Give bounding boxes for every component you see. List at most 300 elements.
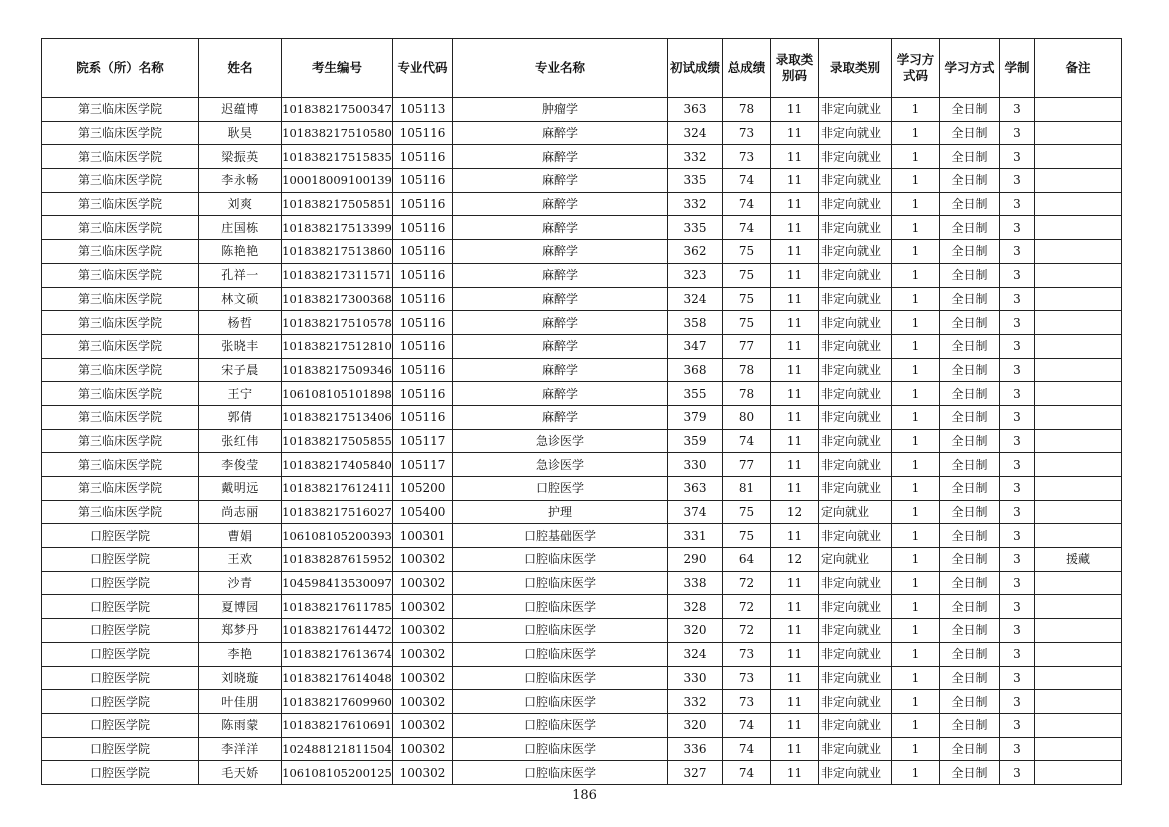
cell-name: 陈艳艳 [199,240,282,264]
cell-duration: 3 [1000,500,1035,524]
cell-duration: 3 [1000,98,1035,122]
cell-study-mode-code: 1 [892,382,940,406]
cell-remarks [1035,595,1122,619]
cell-name: 迟蕴博 [199,98,282,122]
cell-admission-category-code: 11 [771,334,819,358]
cell-study-mode-code: 1 [892,595,940,619]
cell-study-mode-code: 1 [892,571,940,595]
cell-admission-category-code: 11 [771,98,819,122]
cell-total-score: 75 [723,524,771,548]
cell-study-mode: 全日制 [940,311,1000,335]
cell-study-mode-code: 1 [892,690,940,714]
cell-admission-category-code: 11 [771,240,819,264]
cell-major-code: 100302 [393,595,453,619]
cell-remarks [1035,761,1122,785]
cell-total-score: 74 [723,737,771,761]
cell-major-code: 100302 [393,619,453,643]
cell-admission-category-code: 11 [771,169,819,193]
cell-total-score: 74 [723,192,771,216]
cell-admission-category: 非定向就业 [819,642,892,666]
cell-department: 第三临床医学院 [42,98,199,122]
cell-name: 耿昊 [199,121,282,145]
cell-candidate-number: 101838217512810 [282,334,393,358]
cell-total-score: 64 [723,548,771,572]
cell-major-name: 麻醉学 [453,192,668,216]
cell-total-score: 72 [723,619,771,643]
cell-admission-category: 非定向就业 [819,524,892,548]
cell-initial-score: 335 [668,169,723,193]
cell-name: 王欢 [199,548,282,572]
cell-study-mode-code: 1 [892,713,940,737]
cell-major-name: 口腔临床医学 [453,761,668,785]
cell-name: 刘晓璇 [199,666,282,690]
cell-study-mode-code: 1 [892,477,940,501]
cell-remarks [1035,619,1122,643]
cell-total-score: 73 [723,145,771,169]
table-row [42,240,1122,264]
table-row [42,713,1122,737]
table-row [42,405,1122,429]
cell-duration: 3 [1000,358,1035,382]
cell-department: 口腔医学院 [42,666,199,690]
cell-initial-score: 330 [668,666,723,690]
cell-name: 李艳 [199,642,282,666]
cell-department: 第三临床医学院 [42,216,199,240]
header-major-code: 专业代码 [393,39,453,98]
cell-candidate-number: 101838217510580 [282,121,393,145]
cell-remarks [1035,287,1122,311]
cell-admission-category: 非定向就业 [819,477,892,501]
cell-total-score: 77 [723,334,771,358]
cell-study-mode: 全日制 [940,500,1000,524]
cell-major-code: 100302 [393,761,453,785]
cell-name: 林文硕 [199,287,282,311]
cell-admission-category: 非定向就业 [819,358,892,382]
cell-major-code: 105116 [393,311,453,335]
cell-total-score: 74 [723,713,771,737]
cell-remarks [1035,263,1122,287]
cell-major-name: 麻醉学 [453,216,668,240]
cell-study-mode: 全日制 [940,287,1000,311]
cell-admission-category-code: 11 [771,405,819,429]
table-row [42,548,1122,572]
cell-study-mode: 全日制 [940,405,1000,429]
cell-duration: 3 [1000,713,1035,737]
cell-remarks [1035,500,1122,524]
cell-admission-category-code: 11 [771,761,819,785]
cell-major-name: 麻醉学 [453,382,668,406]
cell-admission-category-code: 11 [771,690,819,714]
cell-candidate-number: 101838287615952 [282,548,393,572]
cell-candidate-number: 101838217311571 [282,263,393,287]
header-total-score: 总成绩 [723,39,771,98]
cell-admission-category: 非定向就业 [819,311,892,335]
cell-admission-category-code: 11 [771,358,819,382]
cell-total-score: 75 [723,287,771,311]
cell-major-name: 麻醉学 [453,311,668,335]
table-row [42,524,1122,548]
cell-total-score: 77 [723,453,771,477]
cell-candidate-number: 101838217611785 [282,595,393,619]
cell-candidate-number: 106108105101898 [282,382,393,406]
cell-remarks [1035,334,1122,358]
cell-admission-category: 非定向就业 [819,713,892,737]
cell-initial-score: 379 [668,405,723,429]
cell-duration: 3 [1000,642,1035,666]
cell-department: 第三临床医学院 [42,429,199,453]
table-row [42,169,1122,193]
header-study-mode: 学习方式 [940,39,1000,98]
cell-admission-category-code: 11 [771,263,819,287]
cell-study-mode-code: 1 [892,145,940,169]
cell-admission-category-code: 11 [771,429,819,453]
cell-remarks [1035,192,1122,216]
cell-name: 李永畅 [199,169,282,193]
cell-admission-category: 非定向就业 [819,453,892,477]
cell-major-name: 口腔临床医学 [453,690,668,714]
cell-admission-category: 非定向就业 [819,761,892,785]
cell-initial-score: 374 [668,500,723,524]
cell-initial-score: 338 [668,571,723,595]
table-row [42,761,1122,785]
table-row [42,571,1122,595]
header-row [42,39,1122,98]
cell-major-code: 105116 [393,169,453,193]
cell-admission-category: 定向就业 [819,500,892,524]
cell-admission-category: 非定向就业 [819,287,892,311]
table-row [42,737,1122,761]
cell-remarks [1035,98,1122,122]
cell-department: 口腔医学院 [42,737,199,761]
cell-duration: 3 [1000,571,1035,595]
cell-admission-category: 非定向就业 [819,429,892,453]
cell-admission-category-code: 11 [771,619,819,643]
cell-initial-score: 362 [668,240,723,264]
cell-study-mode-code: 1 [892,169,940,193]
cell-study-mode-code: 1 [892,192,940,216]
cell-duration: 3 [1000,311,1035,335]
cell-admission-category: 非定向就业 [819,121,892,145]
cell-remarks [1035,429,1122,453]
cell-admission-category: 非定向就业 [819,595,892,619]
cell-candidate-number: 101838217505855 [282,429,393,453]
cell-study-mode-code: 1 [892,429,940,453]
cell-major-name: 口腔临床医学 [453,548,668,572]
cell-duration: 3 [1000,216,1035,240]
table-row [42,690,1122,714]
table-row [42,382,1122,406]
cell-duration: 3 [1000,548,1035,572]
cell-candidate-number: 101838217505851 [282,192,393,216]
cell-initial-score: 323 [668,263,723,287]
cell-initial-score: 368 [668,358,723,382]
cell-candidate-number: 101838217614472 [282,619,393,643]
cell-remarks [1035,453,1122,477]
cell-total-score: 78 [723,358,771,382]
cell-major-name: 急诊医学 [453,429,668,453]
cell-major-code: 100302 [393,690,453,714]
table-row [42,98,1122,122]
cell-admission-category-code: 11 [771,737,819,761]
cell-department: 第三临床医学院 [42,145,199,169]
cell-initial-score: 335 [668,216,723,240]
cell-major-name: 口腔临床医学 [453,571,668,595]
cell-major-code: 105116 [393,358,453,382]
cell-initial-score: 359 [668,429,723,453]
cell-candidate-number: 106108105200125 [282,761,393,785]
cell-remarks [1035,145,1122,169]
cell-name: 张晓丰 [199,334,282,358]
cell-remarks [1035,216,1122,240]
cell-duration: 3 [1000,666,1035,690]
cell-name: 夏博园 [199,595,282,619]
header-study-mode-code: 学习方式码 [892,39,940,98]
cell-study-mode-code: 1 [892,121,940,145]
cell-major-name: 口腔临床医学 [453,642,668,666]
cell-major-code: 105400 [393,500,453,524]
header-department: 院系（所）名称 [42,39,199,98]
cell-name: 梁振英 [199,145,282,169]
cell-total-score: 73 [723,666,771,690]
cell-study-mode: 全日制 [940,690,1000,714]
cell-total-score: 78 [723,98,771,122]
table-row [42,666,1122,690]
cell-admission-category-code: 11 [771,595,819,619]
cell-admission-category-code: 11 [771,713,819,737]
cell-candidate-number: 101838217513860 [282,240,393,264]
cell-name: 宋子晨 [199,358,282,382]
cell-admission-category: 非定向就业 [819,666,892,690]
cell-department: 口腔医学院 [42,642,199,666]
cell-remarks [1035,240,1122,264]
cell-admission-category-code: 11 [771,524,819,548]
cell-total-score: 74 [723,761,771,785]
header-remarks: 备注 [1035,39,1122,98]
cell-study-mode: 全日制 [940,737,1000,761]
cell-major-name: 麻醉学 [453,263,668,287]
table-row [42,121,1122,145]
cell-total-score: 72 [723,571,771,595]
cell-major-code: 105116 [393,405,453,429]
cell-total-score: 80 [723,405,771,429]
cell-name: 戴明远 [199,477,282,501]
cell-remarks [1035,169,1122,193]
cell-candidate-number: 101838217500347 [282,98,393,122]
table-row [42,192,1122,216]
cell-remarks [1035,311,1122,335]
cell-name: 庄国栋 [199,216,282,240]
cell-study-mode: 全日制 [940,548,1000,572]
cell-duration: 3 [1000,169,1035,193]
cell-admission-category: 非定向就业 [819,216,892,240]
cell-department: 口腔医学院 [42,524,199,548]
table-row [42,263,1122,287]
table-row [42,453,1122,477]
cell-major-name: 口腔临床医学 [453,595,668,619]
header-duration: 学制 [1000,39,1035,98]
cell-name: 叶佳朋 [199,690,282,714]
cell-admission-category: 非定向就业 [819,192,892,216]
cell-admission-category: 非定向就业 [819,571,892,595]
cell-major-name: 口腔医学 [453,477,668,501]
cell-admission-category: 非定向就业 [819,690,892,714]
cell-candidate-number: 101838217513399 [282,216,393,240]
cell-remarks [1035,713,1122,737]
cell-major-name: 急诊医学 [453,453,668,477]
cell-department: 第三临床医学院 [42,358,199,382]
cell-major-code: 105116 [393,263,453,287]
cell-major-code: 100302 [393,737,453,761]
cell-department: 口腔医学院 [42,571,199,595]
cell-admission-category: 非定向就业 [819,334,892,358]
cell-remarks [1035,642,1122,666]
cell-major-name: 麻醉学 [453,358,668,382]
cell-name: 杨哲 [199,311,282,335]
cell-total-score: 75 [723,311,771,335]
cell-admission-category: 非定向就业 [819,737,892,761]
page-number: 186 [572,788,597,803]
cell-admission-category: 非定向就业 [819,405,892,429]
cell-initial-score: 327 [668,761,723,785]
cell-department: 第三临床医学院 [42,240,199,264]
cell-total-score: 81 [723,477,771,501]
cell-major-name: 口腔临床医学 [453,619,668,643]
cell-duration: 3 [1000,145,1035,169]
cell-initial-score: 332 [668,145,723,169]
cell-name: 沙青 [199,571,282,595]
cell-study-mode: 全日制 [940,595,1000,619]
cell-admission-category: 非定向就业 [819,382,892,406]
cell-study-mode-code: 1 [892,405,940,429]
cell-initial-score: 324 [668,287,723,311]
cell-department: 第三临床医学院 [42,311,199,335]
cell-study-mode: 全日制 [940,98,1000,122]
cell-initial-score: 332 [668,690,723,714]
cell-study-mode-code: 1 [892,761,940,785]
cell-major-code: 100302 [393,713,453,737]
cell-study-mode-code: 1 [892,737,940,761]
cell-duration: 3 [1000,382,1035,406]
cell-duration: 3 [1000,287,1035,311]
cell-major-name: 口腔基础医学 [453,524,668,548]
cell-study-mode-code: 1 [892,453,940,477]
cell-duration: 3 [1000,192,1035,216]
cell-total-score: 78 [723,382,771,406]
table-row [42,429,1122,453]
cell-admission-category-code: 11 [771,287,819,311]
cell-admission-category-code: 12 [771,548,819,572]
cell-candidate-number: 101838217612411 [282,477,393,501]
cell-department: 第三临床医学院 [42,477,199,501]
cell-study-mode-code: 1 [892,619,940,643]
cell-total-score: 72 [723,595,771,619]
cell-duration: 3 [1000,334,1035,358]
cell-candidate-number: 101838217405840 [282,453,393,477]
cell-total-score: 75 [723,263,771,287]
cell-major-name: 麻醉学 [453,334,668,358]
cell-admission-category-code: 11 [771,453,819,477]
cell-study-mode-code: 1 [892,524,940,548]
cell-study-mode: 全日制 [940,713,1000,737]
cell-candidate-number: 101838217614048 [282,666,393,690]
cell-major-name: 麻醉学 [453,405,668,429]
cell-name: 李洋洋 [199,737,282,761]
table-row [42,358,1122,382]
cell-major-name: 口腔临床医学 [453,713,668,737]
cell-candidate-number: 101838217509346 [282,358,393,382]
cell-duration: 3 [1000,737,1035,761]
header-major-name: 专业名称 [453,39,668,98]
cell-candidate-number: 100018009100139 [282,169,393,193]
cell-study-mode-code: 1 [892,548,940,572]
cell-study-mode: 全日制 [940,169,1000,193]
cell-department: 第三临床医学院 [42,334,199,358]
cell-major-code: 105116 [393,216,453,240]
cell-department: 第三临床医学院 [42,121,199,145]
cell-department: 口腔医学院 [42,595,199,619]
cell-study-mode-code: 1 [892,311,940,335]
table-row [42,642,1122,666]
cell-department: 口腔医学院 [42,548,199,572]
cell-study-mode-code: 1 [892,263,940,287]
cell-study-mode: 全日制 [940,358,1000,382]
cell-admission-category: 非定向就业 [819,263,892,287]
cell-name: 曹娟 [199,524,282,548]
cell-candidate-number: 101838217613674 [282,642,393,666]
cell-name: 郑梦丹 [199,619,282,643]
cell-study-mode: 全日制 [940,216,1000,240]
cell-duration: 3 [1000,453,1035,477]
cell-initial-score: 331 [668,524,723,548]
cell-major-code: 100302 [393,548,453,572]
cell-candidate-number: 101838217510578 [282,311,393,335]
cell-department: 第三临床医学院 [42,192,199,216]
cell-admission-category-code: 11 [771,121,819,145]
cell-initial-score: 336 [668,737,723,761]
cell-duration: 3 [1000,761,1035,785]
cell-admission-category: 非定向就业 [819,98,892,122]
cell-admission-category: 非定向就业 [819,619,892,643]
cell-admission-category-code: 11 [771,145,819,169]
cell-initial-score: 320 [668,619,723,643]
header-initial-score: 初试成绩 [668,39,723,98]
cell-total-score: 74 [723,169,771,193]
cell-major-code: 100302 [393,666,453,690]
cell-admission-category-code: 11 [771,192,819,216]
cell-candidate-number: 101838217609960 [282,690,393,714]
cell-study-mode: 全日制 [940,382,1000,406]
header-admission-category: 录取类别 [819,39,892,98]
cell-department: 口腔医学院 [42,690,199,714]
cell-total-score: 75 [723,240,771,264]
cell-admission-category-code: 11 [771,477,819,501]
cell-candidate-number: 101838217515835 [282,145,393,169]
cell-study-mode: 全日制 [940,524,1000,548]
cell-candidate-number: 104598413530097 [282,571,393,595]
cell-major-code: 105116 [393,121,453,145]
cell-study-mode: 全日制 [940,121,1000,145]
cell-study-mode: 全日制 [940,453,1000,477]
cell-major-code: 105116 [393,334,453,358]
cell-admission-category: 非定向就业 [819,145,892,169]
cell-total-score: 74 [723,429,771,453]
cell-remarks [1035,571,1122,595]
cell-admission-category: 定向就业 [819,548,892,572]
cell-major-code: 105116 [393,192,453,216]
cell-admission-category-code: 11 [771,666,819,690]
cell-major-name: 肿瘤学 [453,98,668,122]
cell-candidate-number: 101838217513406 [282,405,393,429]
